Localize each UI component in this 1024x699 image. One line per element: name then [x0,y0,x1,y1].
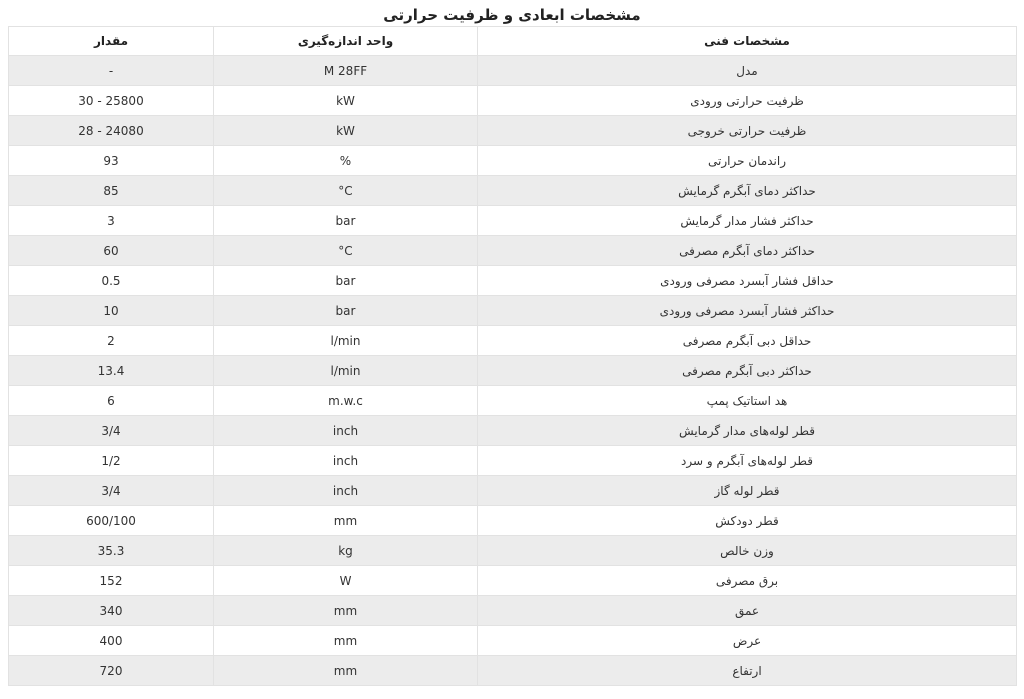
table-body [9,56,1017,686]
spec-cell: عرض [478,626,1017,656]
table-row [9,176,1017,206]
table-header-row [9,27,1017,56]
specifications-table [8,26,1017,686]
unit-cell: inch [214,416,478,446]
unit-cell: % [214,146,478,176]
value-cell: 35.3 [9,536,214,566]
value-cell: 400 [9,626,214,656]
spec-cell: هد استاتیک پمپ [478,386,1017,416]
table-row [9,566,1017,596]
unit-cell: l/min [214,326,478,356]
value-cell: 60 [9,236,214,266]
spec-cell: مدل [478,56,1017,86]
unit-cell: m.w.c [214,386,478,416]
table-row [9,326,1017,356]
spec-cell: حداقل دبی آبگرم مصرفی [478,326,1017,356]
table-row [9,656,1017,686]
spec-cell: قطر لوله‌های آبگرم و سرد [478,446,1017,476]
table-row [9,506,1017,536]
unit-cell: °C [214,176,478,206]
table-caption: مشخصات ابعادی و ظرفیت حرارتی [383,6,641,24]
value-cell: 10 [9,296,214,326]
table-row [9,146,1017,176]
unit-cell: mm [214,596,478,626]
spec-cell: ظرفیت حرارتی ورودی [478,86,1017,116]
value-cell: 0.5 [9,266,214,296]
unit-cell: bar [214,266,478,296]
unit-cell: mm [214,506,478,536]
value-cell: 3 [9,206,214,236]
table-row [9,596,1017,626]
value-cell: 720 [9,656,214,686]
value-cell: 30 - 25800 [9,86,214,116]
unit-cell: mm [214,626,478,656]
value-cell: 6 [9,386,214,416]
spec-cell: حداکثر دبی آبگرم مصرفی [478,356,1017,386]
table-row [9,206,1017,236]
table-row [9,236,1017,266]
spec-cell: حداکثر دمای آبگرم مصرفی [478,236,1017,266]
unit-cell: kg [214,536,478,566]
unit-cell: kW [214,86,478,116]
spec-cell: قطر دودکش [478,506,1017,536]
header-spec: مشخصات فنی [478,27,1017,56]
spec-cell: عمق [478,596,1017,626]
table-row [9,386,1017,416]
value-cell: 3/4 [9,476,214,506]
spec-cell: برق مصرفی [478,566,1017,596]
table-row [9,296,1017,326]
unit-cell: inch [214,446,478,476]
value-cell: 3/4 [9,416,214,446]
table-row [9,476,1017,506]
spec-cell: حداکثر فشار آبسرد مصرفی ورودی [478,296,1017,326]
table-row [9,116,1017,146]
value-cell: 85 [9,176,214,206]
unit-cell: l/min [214,356,478,386]
unit-cell: inch [214,476,478,506]
spec-cell: قطر لوله گاز [478,476,1017,506]
value-cell: 93 [9,146,214,176]
spec-cell: ارتفاع [478,656,1017,686]
unit-cell: mm [214,656,478,686]
spec-cell: قطر لوله‌های مدار گرمایش [478,416,1017,446]
value-cell: - [9,56,214,86]
unit-cell: bar [214,296,478,326]
table-row [9,446,1017,476]
value-cell: 13.4 [9,356,214,386]
table-row [9,536,1017,566]
value-cell: 340 [9,596,214,626]
value-cell: 600/100 [9,506,214,536]
spec-cell: حداکثر فشار مدار گرمایش [478,206,1017,236]
table-row [9,56,1017,86]
spec-cell: راندمان حرارتی [478,146,1017,176]
unit-cell: kW [214,116,478,146]
spec-cell: حداقل فشار آبسرد مصرفی ورودی [478,266,1017,296]
table-row [9,86,1017,116]
header-unit: واحد اندازه‌گیری [214,27,478,56]
spec-cell: وزن خالص [478,536,1017,566]
spec-cell: ظرفیت حرارتی خروجی [478,116,1017,146]
unit-cell: M 28FF [214,56,478,86]
table-row [9,356,1017,386]
unit-cell: °C [214,236,478,266]
table-row [9,266,1017,296]
value-cell: 28 - 24080 [9,116,214,146]
value-cell: 1/2 [9,446,214,476]
header-value: مقدار [9,27,214,56]
value-cell: 2 [9,326,214,356]
spec-cell: حداکثر دمای آبگرم گرمایش [478,176,1017,206]
unit-cell: W [214,566,478,596]
table-row [9,416,1017,446]
table-row [9,626,1017,656]
value-cell: 152 [9,566,214,596]
unit-cell: bar [214,206,478,236]
